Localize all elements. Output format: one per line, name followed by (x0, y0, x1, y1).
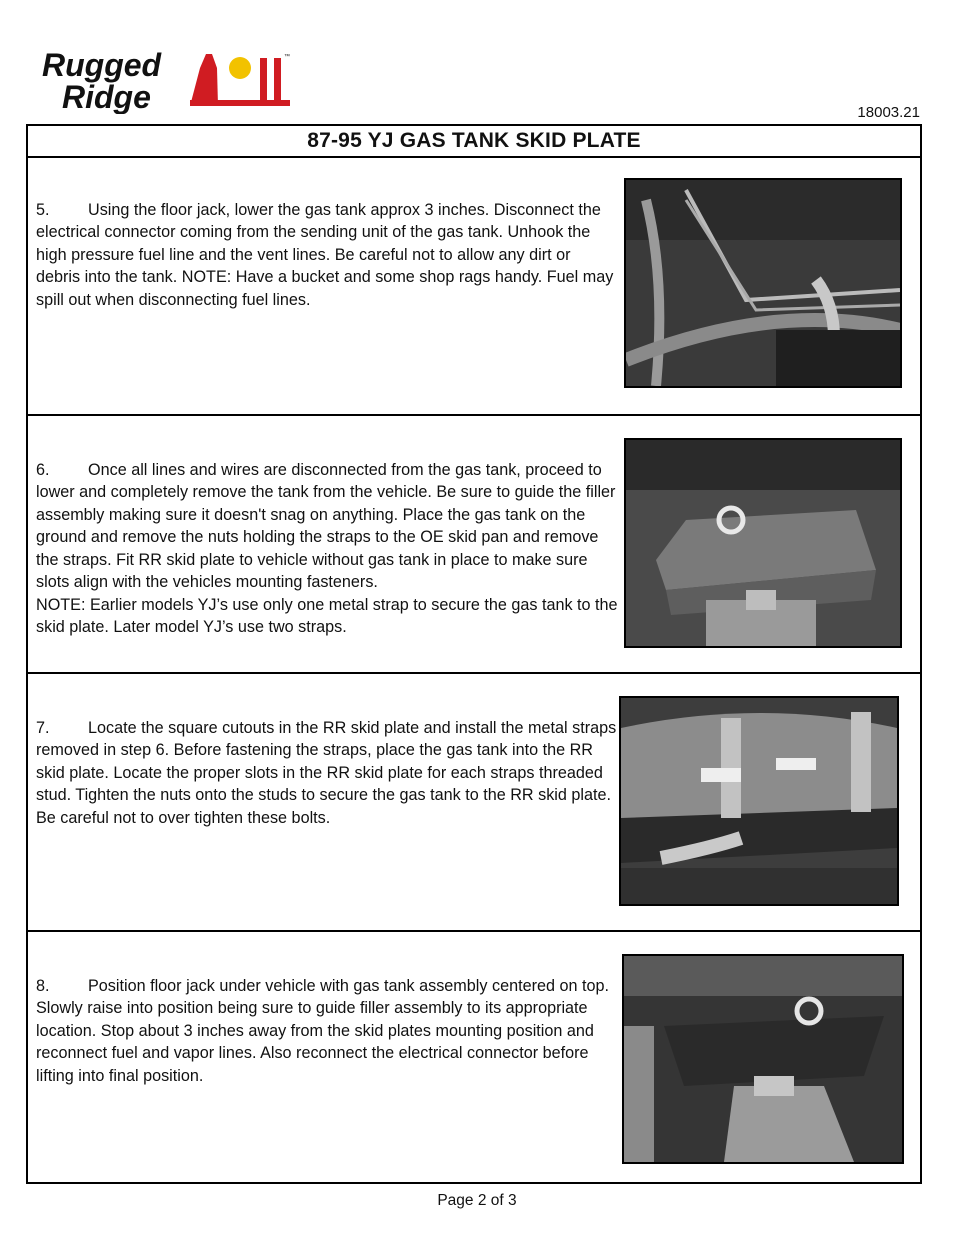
step-7-photo-straps (619, 696, 899, 906)
document-number: 18003.21 (857, 104, 920, 121)
step-8-photo-tank-raised (622, 954, 904, 1164)
step-7-body: Locate the square cutouts in the RR skid plate and install the metal straps removed in step 6. Before fastening the straps, place the gas tank into the RR skid plate. Locate the proper slots in the RR skid plate for each straps threaded stud. Tighten the nuts onto the studs to secure the gas tank to the RR skid plate. Be careful not to over tighten these bolts. (36, 718, 617, 827)
step-6-number: 6. (36, 460, 50, 479)
page-number: Page 2 of 3 (437, 1192, 517, 1209)
step-7-number: 7. (36, 718, 50, 737)
instruction-frame (26, 124, 922, 1184)
step-6-text (36, 436, 618, 639)
page-title: 87-95 YJ GAS TANK SKID PLATE (28, 126, 920, 158)
step-8-text (36, 952, 618, 1087)
step-5-photo-fuel-lines (624, 178, 902, 388)
rugged-ridge-logo (40, 48, 295, 114)
step-6 (28, 416, 920, 674)
logo-word-rugged: Rugged (42, 48, 162, 83)
step-6-photo-tank-lowered (624, 438, 902, 648)
step-8-body: Position floor jack under vehicle with gas tank assembly centered on top. Slowly raise into position being sure to guide filler assembly to its appropriate location. Stop about 3 inches away from the skid plates mounting position and reconnect fuel and vapor lines. Also reconnect the electrical connector before lifting into final position. (36, 976, 609, 1085)
step-8-number: 8. (36, 976, 50, 995)
step-5-body: Using the floor jack, lower the gas tank approx 3 inches. Disconnect the electrical connector coming from the sending unit of the gas tank. Unhook the high pressure fuel line and the vent lines. Be careful not to allow any dirt or debris into the tank. NOTE: Have a bucket and some shop rags handy. Fuel may spill out when disconnecting fuel lines. (36, 200, 614, 309)
step-5-text (36, 176, 618, 311)
step-7-text (36, 694, 618, 829)
step-5-number: 5. (36, 200, 50, 219)
logo-word-ridge: Ridge (62, 79, 151, 114)
step-5 (28, 158, 920, 416)
step-8 (28, 932, 920, 1186)
step-7 (28, 674, 920, 932)
step-6-body: Once all lines and wires are disconnected from the gas tank, proceed to lower and completely remove the tank from the vehicle. Be sure to guide the filler assembly making sure it doesn't snag on anything. Place the gas tank on the ground and remove the nuts holding the straps to the OE skid pan and remove the straps. Fit RR skid plate to vehicle without gas tank in place to make sure slots align with the vehicles mounting fasteners. NOTE: Earlier models YJ’s use only one metal strap to secure the gas tank to the skid plate. Later model YJ’s use two straps. (36, 460, 618, 636)
trademark-mark: ™ (284, 54, 290, 60)
